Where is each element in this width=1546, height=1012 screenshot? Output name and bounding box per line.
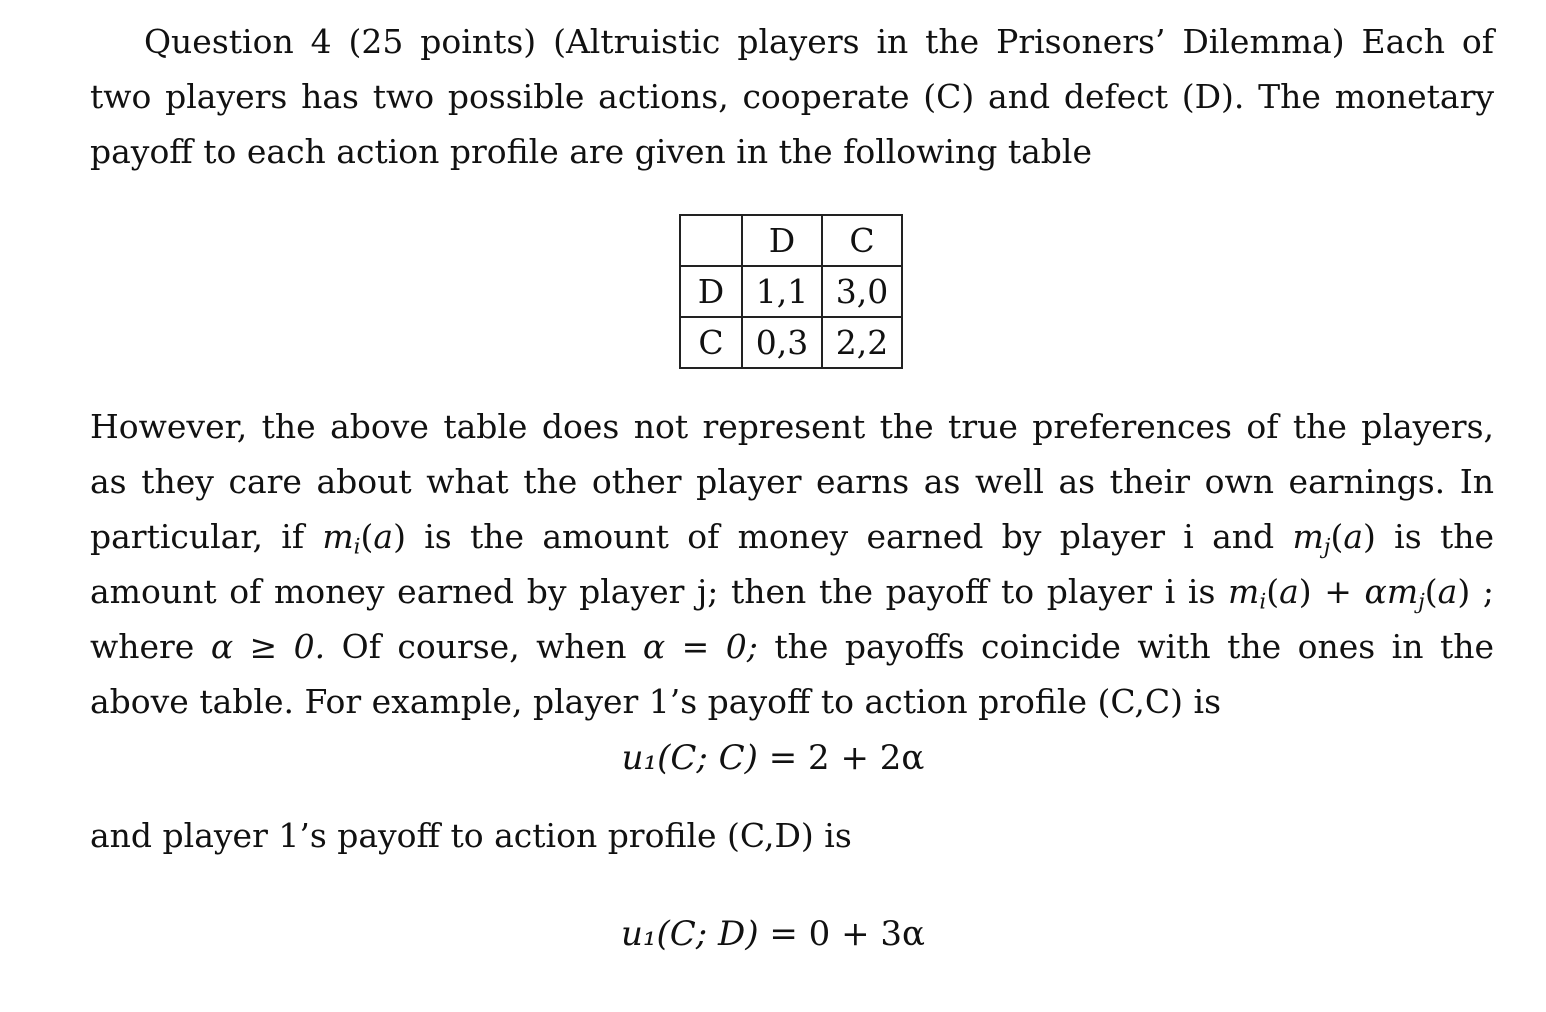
equation-cd-lhs: u₁(C; D)	[620, 914, 759, 954]
equation-cc-rhs: = 2 + 2α	[768, 738, 925, 778]
para2-text-4: ; where	[90, 572, 1494, 666]
formula-mi-a: $m_i(a)$	[322, 517, 406, 560]
para2-text-1: However, the above table does not represent the true preferences of the players, as they care about what the other player earns as well as their own earnings. In particular, if	[90, 407, 1494, 556]
cd-intro-paragraph: and player 1’s payoff to action profile (C,D) is	[90, 816, 852, 855]
para2-text-3: is the amount of money earned by player j; then the payoff to player i is	[90, 517, 1494, 611]
equation-cd	[0, 909, 1546, 959]
para2-text-5: Of course, when	[341, 627, 627, 666]
col-header-d: D	[742, 215, 822, 266]
preferences-paragraph	[90, 399, 1494, 729]
equation-cc	[0, 733, 1546, 783]
para2-text-6: the payoffs coincide with the ones in the above table. For example, player 1’s payoff to action profile (C,C) is	[90, 627, 1494, 721]
table-header-row	[680, 215, 902, 266]
alpha-condition: α ≥ 0.	[210, 627, 326, 666]
question-title: Question 4 (25 points) (Altruistic players in the Prisoners’ Dilemma)	[144, 22, 1345, 61]
table-row	[680, 317, 902, 368]
table-corner-cell	[680, 215, 742, 266]
row-header-d: D	[680, 266, 742, 317]
equation-cc-lhs: u₁(C; C)	[621, 738, 758, 778]
payoff-cell-dd: 1,1	[742, 266, 822, 317]
row-header-c: C	[680, 317, 742, 368]
payoff-cell-cc: 2,2	[822, 317, 902, 368]
para2-text-2: is the amount of money earned by player i and	[424, 517, 1275, 556]
question-intro: Each of two players has two possible actions, cooperate (C) and defect (D). The monetary payoff to each action profile are given in the following table	[90, 22, 1494, 171]
equation-cd-rhs: = 0 + 3α	[769, 914, 926, 954]
alpha-zero: α = 0;	[642, 627, 758, 666]
question-paragraph	[90, 14, 1494, 179]
col-header-c: C	[822, 215, 902, 266]
formula-payoff-i: $m_i(a) + \alpha m_j(a)$	[1228, 572, 1471, 615]
formula-mj-a: $m_j(a)$	[1292, 517, 1376, 560]
payoff-table	[679, 214, 903, 369]
payoff-cell-cd: 0,3	[742, 317, 822, 368]
table-row	[680, 266, 902, 317]
payoff-cell-dc: 3,0	[822, 266, 902, 317]
